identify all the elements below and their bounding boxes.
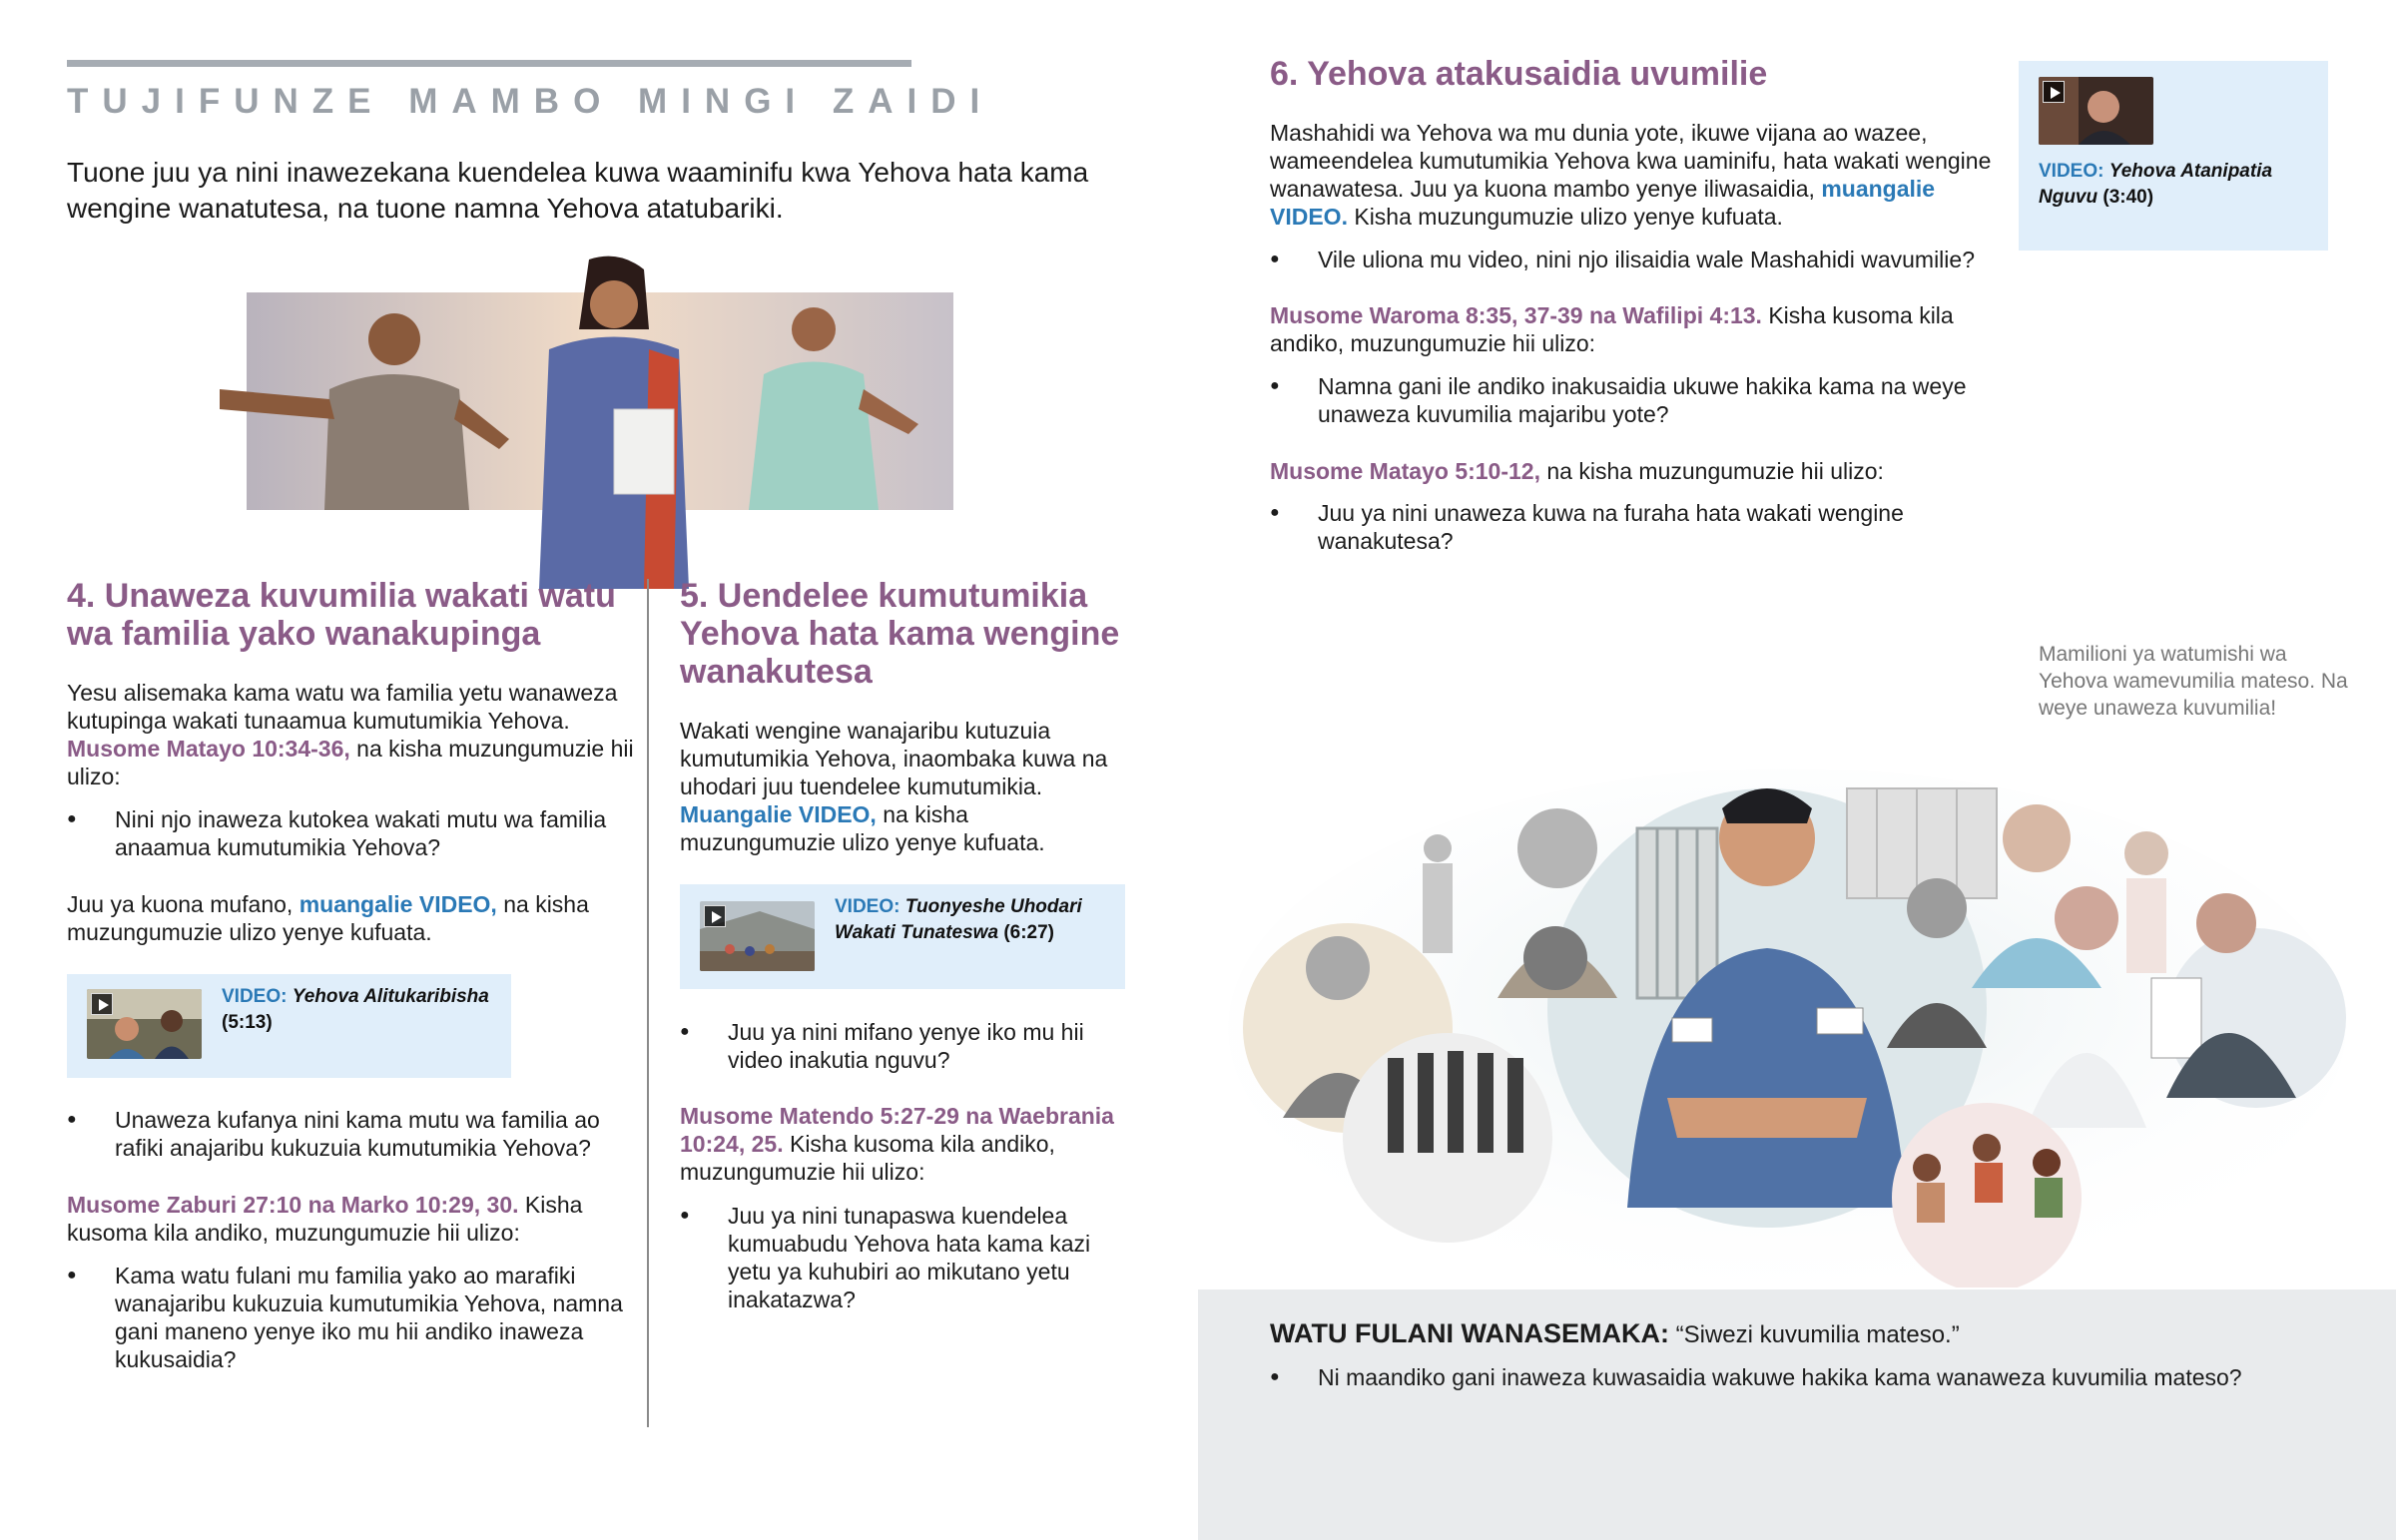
section-4-question-2: ● Unaweza kufanya nini kama mutu wa familia ao rafiki anajaribu kukuzuia kumutumikia Yehova?: [67, 1106, 636, 1162]
witnesses-illustration: [1228, 769, 2356, 1287]
section-5-p1-text: Wakati wengine wanajaribu kutuzuia kumutumikia Yehova, inaombaka kuwa na uhodari juu tuendelee kumutumikia.: [680, 718, 1108, 799]
section-6-heading: 6. Yehova atakusaidia uvumilie: [1270, 55, 1768, 93]
section-5-question-2: ● Juu ya nini tunapaswa kuendelea kumuabudu Yehova hata kama kazi yetu ya kuhubiri ao mikutano yetu inakatazwa?: [680, 1202, 1119, 1313]
section-6-question-list-3: [1270, 499, 2009, 555]
some-say-question: ● Ni maandiko gani inaweza kuwasaidia wakuwe hakika kama wanaweza kuvumilia mateso?: [1270, 1363, 2368, 1391]
section-5-question-1: ● Juu ya nini mifano yenye iko mu hii video inakutia nguvu?: [680, 1018, 1129, 1074]
section-4-question-3: ● Kama watu fulani mu familia yako ao marafiki wanajaribu kukuzuia kumutumikia Yehova, namna gani maneno yenye iko mu hii andiko inaweza kukusaidia?: [67, 1262, 626, 1373]
section-6-p1-text: Mashahidi wa Yehova wa mu dunia yote, ikuwe vijana ao wazee, wameendelea kumutumikia Yehova kwa uaminifu, hata wakati wengine wanawatesa. Juu ya kuona mambo yenye iliwasaidia,: [1270, 120, 1992, 202]
section-6-question-list-2: [1270, 372, 2009, 428]
section-4-p1-text: Yesu alisemaka kama watu wa familia yetu wanaweza kutupinga wakati tunaamua kumutumikia Yehova.: [67, 680, 618, 734]
section-5-video-card[interactable]: [680, 884, 1125, 989]
video-duration: (3:40): [2102, 187, 2154, 208]
section-5-heading: 5. Uendelee kumutumikia Yehova hata kama wengine wanakutesa: [680, 577, 1120, 691]
play-icon[interactable]: [704, 905, 726, 927]
section-6-video-link[interactable]: muangalie VIDEO.: [1270, 176, 1936, 230]
top-rule: [67, 60, 911, 67]
some-say-line: [1270, 1318, 2348, 1350]
section-4-video-card[interactable]: [67, 974, 511, 1078]
section-5-video-link[interactable]: Muangalie VIDEO,: [680, 801, 877, 827]
section-6-video-card[interactable]: [2019, 61, 2328, 251]
video-duration: (6:27): [1003, 922, 1054, 943]
section-title: TUJIFUNZE MAMBO MINGI ZAIDI: [67, 82, 994, 121]
section-4-paragraph-2: [67, 890, 636, 946]
video-title: Tuonyeshe Uhodari Wakati Tunateswa: [835, 896, 1082, 943]
column-divider: [647, 579, 649, 1427]
section-4-heading: 4. Unaweza kuvumilia wakati watu wa familia yako wanakupinga: [67, 577, 616, 653]
intro-text: Tuone juu ya nini inawezekana kuendelea kuwa waaminifu kwa Yehova hata kama wengine wanatutesa, na tuone namna Yehova atatubariki.: [67, 157, 1089, 224]
section-4-paragraph-3: [67, 1191, 636, 1247]
section-5-p2-tail: Kisha kusoma kila andiko, muzungumuzie hii ulizo:: [680, 1131, 1055, 1185]
family-illustration: [220, 250, 958, 589]
play-icon[interactable]: [2043, 81, 2065, 103]
section-6-p3-tail: na kisha muzungumuzie hii ulizo:: [1546, 458, 1884, 484]
video-title: Yehova Alitukaribisha: [292, 986, 489, 1007]
video-thumbnail[interactable]: [700, 901, 815, 971]
section-5-p2-scripture-ref[interactable]: Musome Matendo 5:27-29 na Waebrania 10:24, 25.: [680, 1103, 1114, 1157]
section-5-paragraph-2: [680, 1102, 1129, 1186]
section-5-paragraph-1: [680, 717, 1129, 856]
section-4-paragraph-1: [67, 679, 636, 790]
section-5-video-caption[interactable]: [835, 894, 1114, 946]
video-label: VIDEO:: [222, 986, 288, 1007]
video-duration: (5:13): [222, 1012, 273, 1033]
section-4-p1-scripture-ref[interactable]: Musome Matayo 10:34-36,: [67, 736, 350, 762]
section-5-question-list-1: [680, 1018, 1129, 1074]
section-6-p2-scripture-ref[interactable]: Musome Waroma 8:35, 37-39 na Wafilipi 4:13.: [1270, 302, 1762, 328]
section-6-question-1: ● Vile uliona mu video, nini njo ilisaidia wale Mashahidi wavumilie?: [1270, 246, 2009, 273]
section-4-p3-scripture-ref[interactable]: Musome Zaburi 27:10 na Marko 10:29, 30.: [67, 1192, 519, 1218]
video-thumbnail[interactable]: [2039, 77, 2153, 145]
section-4-video-link[interactable]: muangalie VIDEO,: [299, 891, 497, 917]
section-4-p2-tail: na kisha muzungumuzie ulizo yenye kufuata.: [67, 891, 589, 945]
section-6-paragraph-1: [1270, 119, 1999, 231]
section-6-p2-tail: Kisha kusoma kila andiko, muzungumuzie hii ulizo:: [1270, 302, 1954, 356]
section-6-question-list-1: [1270, 246, 2009, 273]
section-4-p1-tail: na kisha muzungumuzie hii ulizo:: [67, 736, 634, 789]
section-4-question-1: ● Nini njo inaweza kutokea wakati mutu wa familia anaamua kumutumikia Yehova?: [67, 805, 636, 861]
section-4-question-list-1: [67, 805, 636, 861]
section-4-video-caption[interactable]: [222, 984, 501, 1036]
section-6-question-2: ● Namna gani ile andiko inakusaidia ukuwe hakika kama na weye unaweza kuvumilia majaribu yote?: [1270, 372, 2009, 428]
video-label: VIDEO:: [2039, 161, 2104, 182]
section-4-p2-lead: Juu ya kuona mufano,: [67, 891, 294, 917]
video-title: Yehova Atanipatia Nguvu: [2039, 161, 2273, 208]
section-4-p3-tail: Kisha kusoma kila andiko, muzungumuzie hii ulizo:: [67, 1192, 583, 1246]
section-4-question-list-2: [67, 1106, 636, 1162]
section-4-question-list-3: [67, 1262, 626, 1373]
play-icon[interactable]: [91, 993, 113, 1015]
section-5-question-list-2: [680, 1202, 1119, 1313]
some-say-question-list: [1270, 1363, 2368, 1391]
video-thumbnail[interactable]: [87, 989, 202, 1059]
section-6-p1-tail: Kisha muzungumuzie ulizo yenye kufuata.: [1354, 204, 1783, 230]
section-6-paragraph-2: [1270, 301, 2009, 357]
some-say-quote: “Siwezi kuvumilia mateso.”: [1675, 1321, 1960, 1348]
section-6-paragraph-3: [1270, 457, 2009, 485]
some-say-heading: WATU FULANI WANASEMAKA:: [1270, 1318, 1669, 1348]
section-6-question-3: ● Juu ya nini unaweza kuwa na furaha hata wakati wengine wanakutesa?: [1270, 499, 2009, 555]
section-6-p3-scripture-ref[interactable]: Musome Matayo 5:10-12,: [1270, 458, 1540, 484]
video-label: VIDEO:: [835, 896, 900, 917]
section-5-p1-tail: na kisha muzungumuzie ulizo yenye kufuata.: [680, 801, 1045, 855]
illustration-caption: Mamilioni ya watumishi wa Yehova wamevumilia mateso. Na weye unaweza kuvumilia!: [2039, 643, 2348, 720]
section-6-video-caption[interactable]: [2039, 159, 2318, 211]
